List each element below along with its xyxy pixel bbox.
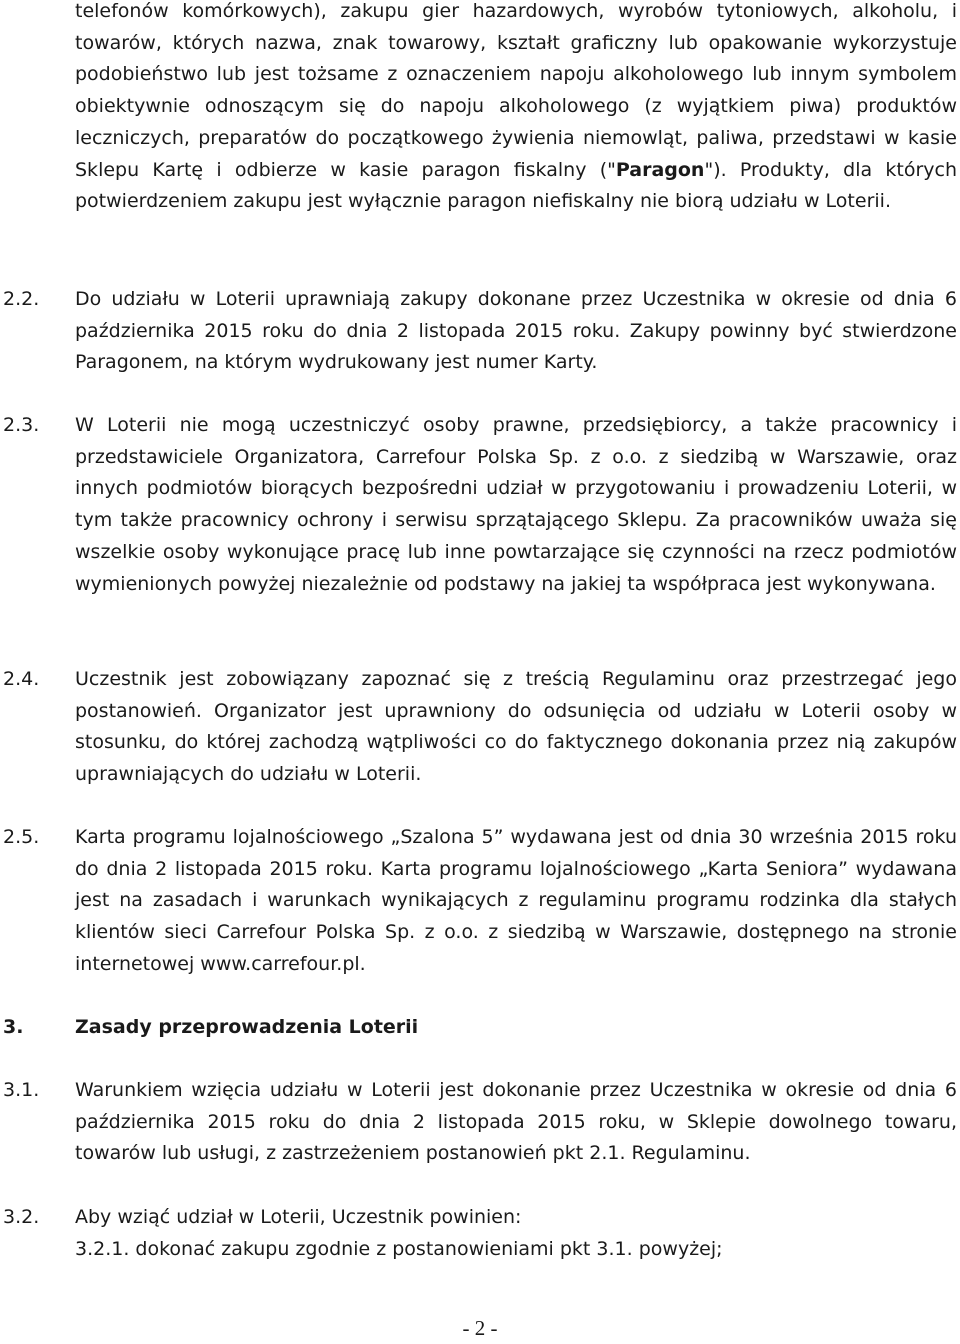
section-2-3	[3, 410, 957, 600]
section-text: Do udziału w Loterii uprawniają zakupy dokonane przez Uczestnika w okresie od dnia 6 października 2015 roku do dnia 2 listopada 2015 roku. Zakupy powinny być stwierdzone Paragonem, na którym wydrukowany jest numer Karty.	[75, 288, 957, 374]
section-number: 2.4.	[3, 668, 40, 690]
section-number: 3.2.	[3, 1206, 40, 1228]
section-number: 3.1.	[3, 1079, 40, 1101]
subsection-3-2-1: 3.2.1. dokonać zakupu zgodnie z postanowieniami pkt 3.1. powyżej;	[75, 1237, 723, 1260]
continuation-text: telefonów komórkowych), zakupu gier hazardowych, wyrobów tytoniowych, alkoholu, i towarów, których nazwa, znak towarowy, kształt graficzny lub opakowanie wykorzystuje podobieństwo lub jest tożsame z oznaczeniem napoju alkoholowego lub innym symbolem obiektywnie odnoszącym się do napoju alkoholowego (z wyjątkiem piwa) produktów leczniczych, preparatów do początkowego żywienia niemowląt, paliwa, przedstawi w kasie Sklepu Kartę i odbierze w kasie paragon fiskalny ("	[75, 0, 957, 181]
section-2-5	[3, 822, 957, 981]
section-number: 2.5.	[3, 826, 40, 848]
section-text: Warunkiem wzięcia udziału w Loterii jest dokonanie przez Uczestnika w okresie od dnia 6 października 2015 roku do dnia 2 listopada 2015 roku, w Sklepie dowolnego towaru, towarów lub usługi, z zastrzeżeniem postanowień pkt 2.1. Regulaminu.	[75, 1079, 957, 1165]
continuation-paragraph	[75, 0, 957, 218]
section-number: 3.	[3, 1016, 24, 1038]
section-2-2	[3, 284, 957, 379]
continuation-text-end: "). Produkty, dla których potwierdzeniem zakupu jest wyłącznie paragon niefiskalny nie biorą udziału w Loterii.	[75, 158, 957, 213]
section-3-2	[3, 1202, 957, 1265]
paragon-term: Paragon	[615, 158, 705, 181]
section-text: Aby wziąć udział w Loterii, Uczestnik powinien:	[75, 1206, 522, 1228]
section-text: W Loterii nie mogą uczestniczyć osoby prawne, przedsiębiorcy, a także pracownicy i przedstawiciele Organizatora, Carrefour Polska Sp. z o.o. z siedzibą w Warszawie, oraz innych podmiotów biorących bezpośredni udział w przygotowaniu i prowadzeniu Loterii, w tym także pracownicy ochrony i serwisu sprzątającego Sklepu. Za pracowników uważa się wszelkie osoby wykonujące pracę lub inne powtarzające się czynności na rzecz podmiotów wymienionych powyżej niezależnie od podstawy na jakiej ta współpraca jest wykonywana.	[75, 414, 957, 595]
section-text: Uczestnik jest zobowiązany zapoznać się z treścią Regulaminu oraz przestrzegać jego postanowień. Organizator jest uprawniony do odsunięcia od udziału w Loterii osoby w stosunku, do której zachodzą wątpliwości co do faktycznego dokonania przez nią zakupów uprawniających do udziału w Loterii.	[75, 668, 957, 786]
section-number: 2.2.	[3, 288, 40, 310]
page-number: - 2 -	[462, 1316, 498, 1340]
section-3-heading	[3, 1012, 957, 1044]
section-text: Karta programu lojalnościowego „Szalona 5” wydawana jest od dnia 30 września 2015 roku do dnia 2 listopada 2015 roku. Karta programu lojalnościowego „Karta Seniora” wydawana jest na zasadach i warunkach wynikających z regulaminu programu rodzinka dla stałych klientów sieci Carrefour Polska Sp. z o.o. z siedzibą w Warszawie, dostępnego na stronie internetowej www.carrefour.pl.	[75, 826, 957, 975]
section-2-4	[3, 664, 957, 791]
section-heading: Zasady przeprowadzenia Loterii	[75, 1016, 419, 1038]
section-3-1	[3, 1075, 957, 1170]
section-number: 2.3.	[3, 414, 40, 436]
